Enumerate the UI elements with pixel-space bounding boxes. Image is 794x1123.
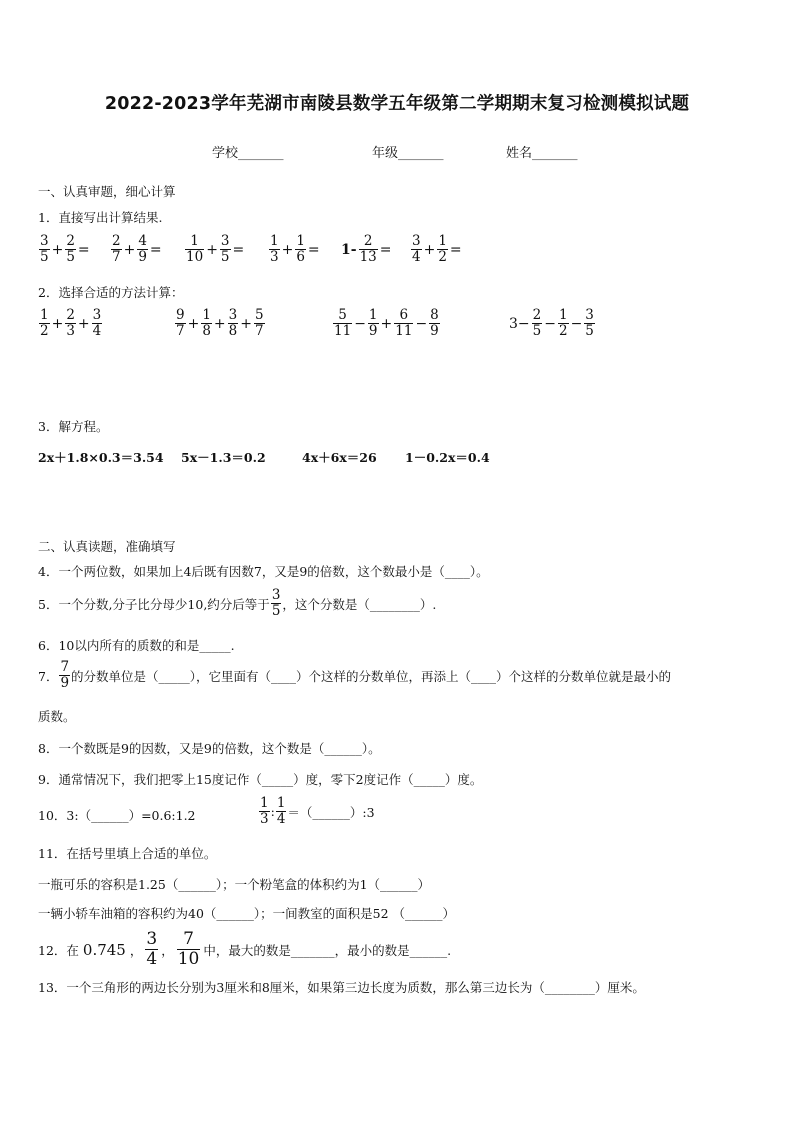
q1-expr-4: $\frac{1}{3}$ + $\frac{1}{6}$ = [270, 233, 320, 265]
q13: 13．一个三角形的两边长分别为3厘米和8厘米，如果第三边长度为质数，那么第三边长为（________）厘米。 [38, 980, 645, 995]
q10-left: 10．3:（______）=0.6:1.2 [38, 808, 196, 823]
fraction: $\frac{1}{2}$ [438, 233, 447, 265]
q4: 4．一个两位数，如果加上4后既有因数7，又是9的倍数，这个数最小是（____）。 [38, 564, 489, 579]
school-field[interactable]: 学校_______ [212, 146, 284, 161]
fraction: $\frac{1}{10}$ [186, 233, 204, 265]
q5: 5．一个分数,分子比分母少10,约分后等于 $\frac{3}{5}$ ，这个分数是（________）. [38, 587, 437, 619]
section1-heading: 一、认真审题，细心计算 [38, 184, 176, 199]
name-field[interactable]: 姓名_______ [506, 146, 578, 161]
q11-label: 11．在括号里填上合适的单位。 [38, 846, 217, 861]
q11-line1: 一瓶可乐的容积是1.25（______）；一个粉笔盒的体积约为1（______） [38, 877, 431, 892]
equation-3: 4x＋6x＝26 [302, 450, 377, 465]
grade-field[interactable]: 年级_______ [372, 146, 444, 161]
q3-label: 3．解方程。 [38, 419, 109, 434]
q9: 9．通常情况下，我们把零上15度记作（_____）度，零下2度记作（_____）度。 [38, 772, 483, 787]
q8: 8．一个数既是9的因数，又是9的倍数，这个数是（______）。 [38, 741, 381, 756]
q10-right: $\frac{1}{3}$ : $\frac{1}{4}$ ＝（______）:3 [260, 795, 375, 827]
section2-heading: 二、认真读题，准确填写 [38, 539, 176, 554]
equation-4: 1－0.2x＝0.4 [405, 450, 490, 465]
q2-label: 2．选择合适的方法计算： [38, 285, 184, 300]
q7-line2: 质数。 [38, 709, 76, 724]
fraction: $\frac{3}{4}$ [412, 233, 421, 265]
q7: 7． $\frac{7}{9}$ 的分数单位是（_____），它里面有（____）个这样的分数单位，再添上（____）个这样的分数单位就是最小的 [38, 659, 672, 691]
fraction: $\frac{2}{7}$ [112, 233, 121, 265]
q2-expr-3: $\frac{5}{11}$ − $\frac{1}{9}$ + $\frac{6}{11}$ − $\frac{8}{9}$ [334, 307, 439, 339]
q12: 12．在 0.745 ， $\frac{3}{4}$ ， $\frac{7}{10}$ 中，最大的数是_______，最小的数是______. [38, 929, 452, 969]
equation-1: 2x＋1.8×0.3＝3.54 [38, 450, 164, 465]
fraction: $\frac{2}{5}$ [66, 233, 75, 265]
q1-expr-2: $\frac{2}{7}$ + $\frac{4}{9}$ = [112, 233, 162, 265]
q11-line2: 一辆小轿车油箱的容积约为40（______）；一间教室的面积是52 （______） [38, 906, 456, 921]
q6: 6．10以内所有的质数的和是_____. [38, 638, 235, 653]
q1-expr-6: $\frac{3}{4}$ + $\frac{1}{2}$ = [412, 233, 462, 265]
q2-expr-2: $\frac{9}{7}$ + $\frac{1}{8}$ + $\frac{3}{8}$ + $\frac{5}{7}$ [176, 307, 264, 339]
fraction: $\frac{3}{5}$ [220, 233, 230, 265]
fraction: $\frac{2}{13}$ [359, 233, 377, 265]
q1-expr-3: $\frac{1}{10}$ + $\frac{3}{5}$ = [186, 233, 245, 265]
page-title: 2022-2023学年芜湖市南陵县数学五年级第二学期期末复习检测模拟试题 [104, 94, 690, 114]
fraction: $\frac{4}{9}$ [138, 233, 147, 265]
fraction: $\frac{1}{6}$ [296, 233, 305, 265]
fraction: $\frac{3}{5}$ [40, 233, 49, 265]
q1-expr-5: 1- $\frac{2}{13}$ = [341, 233, 392, 265]
q2-expr-1: $\frac{1}{2}$ + $\frac{2}{3}$ + $\frac{3}{4}$ [40, 307, 102, 339]
q2-expr-4: 3− $\frac{2}{5}$ − $\frac{1}{2}$ − $\frac{3}{5}$ [509, 307, 594, 339]
equation-2: 5x－1.3＝0.2 [181, 450, 266, 465]
fraction: $\frac{1}{3}$ [270, 233, 279, 265]
q1-label: 1．直接写出计算结果. [38, 210, 163, 225]
q1-expr-1: $\frac{3}{5}$ + $\frac{2}{5}$ = [40, 233, 90, 265]
